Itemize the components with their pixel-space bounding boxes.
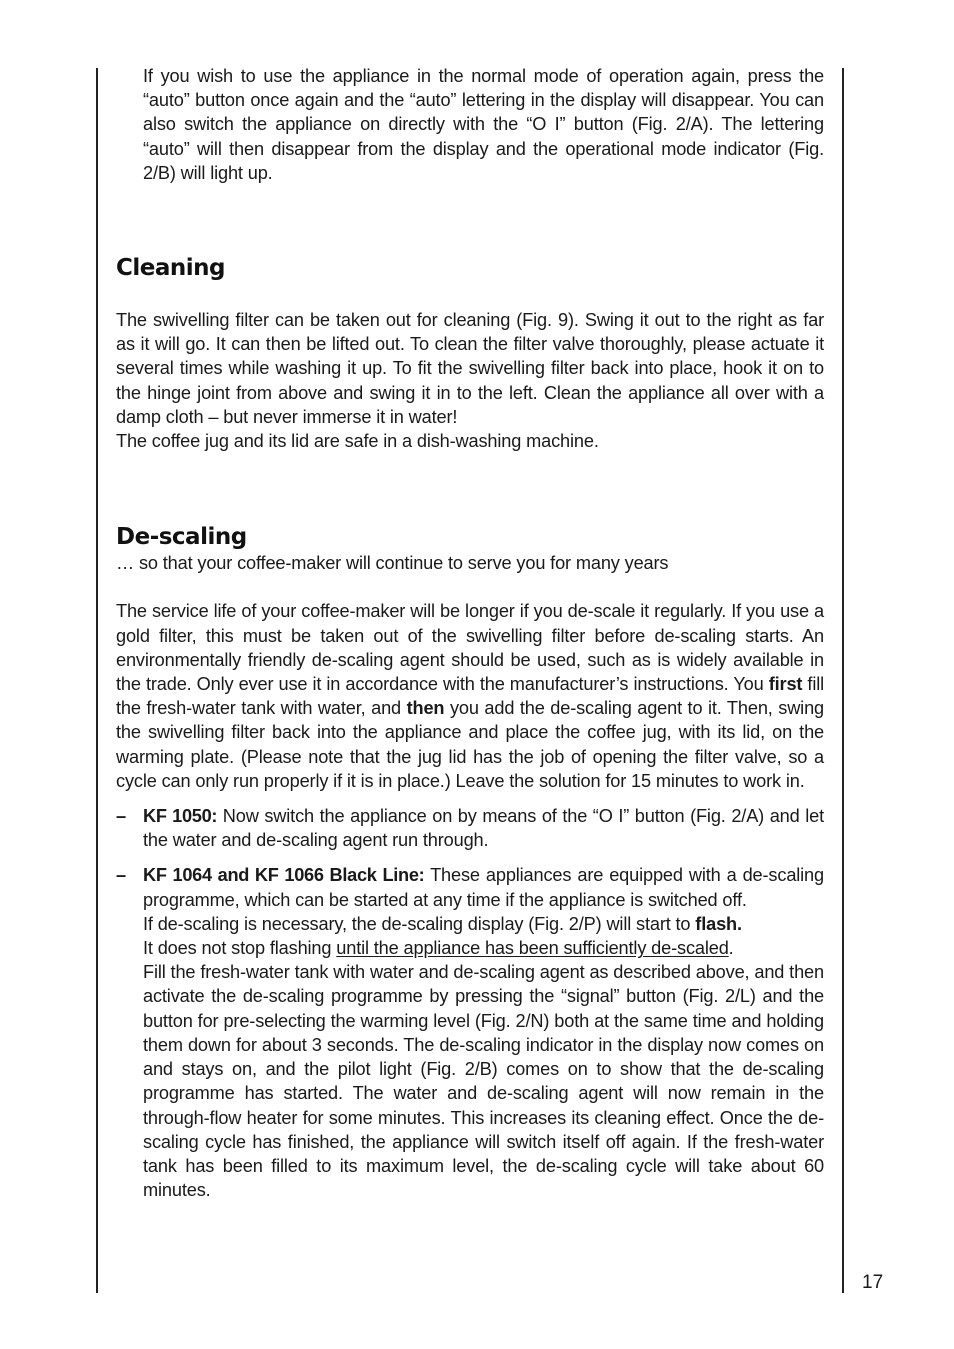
cleaning-dishwasher-note: The coffee jug and its lid are safe in a dish-washing machine. bbox=[116, 431, 599, 452]
emphasis-then: then bbox=[406, 698, 445, 719]
intro-paragraph: If you wish to use the appliance in the normal mode of operation again, press the “auto” button once again and the “auto” lettering in the display will disappear. You can also switch the appliance on directly with the “O I” button (Fig. 2/A). The lettering “auto” will then disappear from the display and the operational mode indicator (Fig. 2/B) will light up. bbox=[143, 66, 824, 183]
list-item-kf1064-kf1066 bbox=[116, 863, 824, 1202]
descaling-text-part: you add the de-scaling agent to it. Then, swing the swivelling filter back into the appliance and place the coffee jug, with its lid, on the warming plate. (Please note that the jug lid has the job of opening the filter valve, so a cycle can only run properly if it is in place.) Leave the solution for 15 minutes to work in. bbox=[116, 698, 824, 791]
left-margin-rule bbox=[96, 68, 98, 1293]
cleaning-paragraph: The swivelling filter can be taken out for cleaning (Fig. 9). Swing it out to the right as far as it will go. It can then be lifted out. To clean the filter valve thoroughly, please actuate it several times while washing it up. To fit the swivelling filter back into place, hook it on to the hinge joint from above and swing it in to the left. Clean the appliance all over with a damp cloth – but never immerse it in water! bbox=[116, 310, 824, 427]
emphasis-first: first bbox=[768, 674, 803, 695]
page-content bbox=[116, 64, 824, 1213]
descaling-subtitle: … so that your coffee-maker will continue to serve you for many years bbox=[116, 553, 669, 574]
list-dash: – bbox=[116, 806, 126, 827]
list-item-kf1050 bbox=[116, 804, 824, 852]
model-instructions-list bbox=[116, 804, 824, 1202]
item-text: These appliances are equipped with a de-scaling programme, which can be started at any time if the appliance is switched off. bbox=[143, 865, 824, 910]
flash-text: . bbox=[728, 938, 734, 959]
flash-text: It does not stop flashing bbox=[143, 938, 337, 959]
model-label: KF 1050: bbox=[143, 806, 218, 827]
cleaning-heading: Cleaning bbox=[116, 255, 225, 282]
emphasis-flash: flash. bbox=[695, 913, 742, 934]
flash-text: If de-scaling is necessary, the de-scaling display (Fig. 2/P) will start to bbox=[143, 913, 696, 934]
descaling-heading: De-scaling bbox=[116, 524, 247, 551]
descaling-text-part: fill the fresh-water tank with water, and bbox=[116, 674, 825, 719]
descaling-procedure-text: Fill the fresh-water tank with water and de-scaling agent as described above, and then activate the de-scaling programme by pressing the “signal” button (Fig. 2/L) and the button for pre-selecting the warming level (Fig. 2/N) both at the same time and holding them down for about 3 seconds. The de-scaling indicator in the display now comes on and stays on, and the pilot light (Fig. 2/B) comes on to show that the de-scaling programme has started. The water and de-scaling agent will now remain in the through-flow heater for some minutes. This increases its cleaning effect. Once the de-scaling cycle has finished, the appliance will switch itself off again. If the fresh-water tank has been filled to its maximum level, the de-scaling cycle will take about 60 minutes. bbox=[143, 962, 824, 1201]
descaling-paragraph bbox=[116, 599, 824, 793]
underlined-text: until the appliance has been sufficiently de-scaled bbox=[336, 938, 729, 959]
item-text: Now switch the appliance on by means of the “O I” button (Fig. 2/A) and let the water and de-scaling agent run through. bbox=[143, 806, 825, 851]
right-margin-rule bbox=[842, 68, 844, 1293]
list-dash: – bbox=[116, 865, 126, 886]
model-label: KF 1064 and KF 1066 Black Line: bbox=[143, 865, 425, 886]
descaling-text-part: The service life of your coffee-maker will be longer if you de-scale it regularly. If you use a gold filter, this must be taken out of the swivelling filter before de-scaling starts. An environmentally friendly de-scaling agent should be used, such as is widely available in the trade. Only ever use it in accordance with the manufacturer’s instructions. You bbox=[116, 601, 824, 695]
page-number: 17 bbox=[862, 1272, 884, 1293]
